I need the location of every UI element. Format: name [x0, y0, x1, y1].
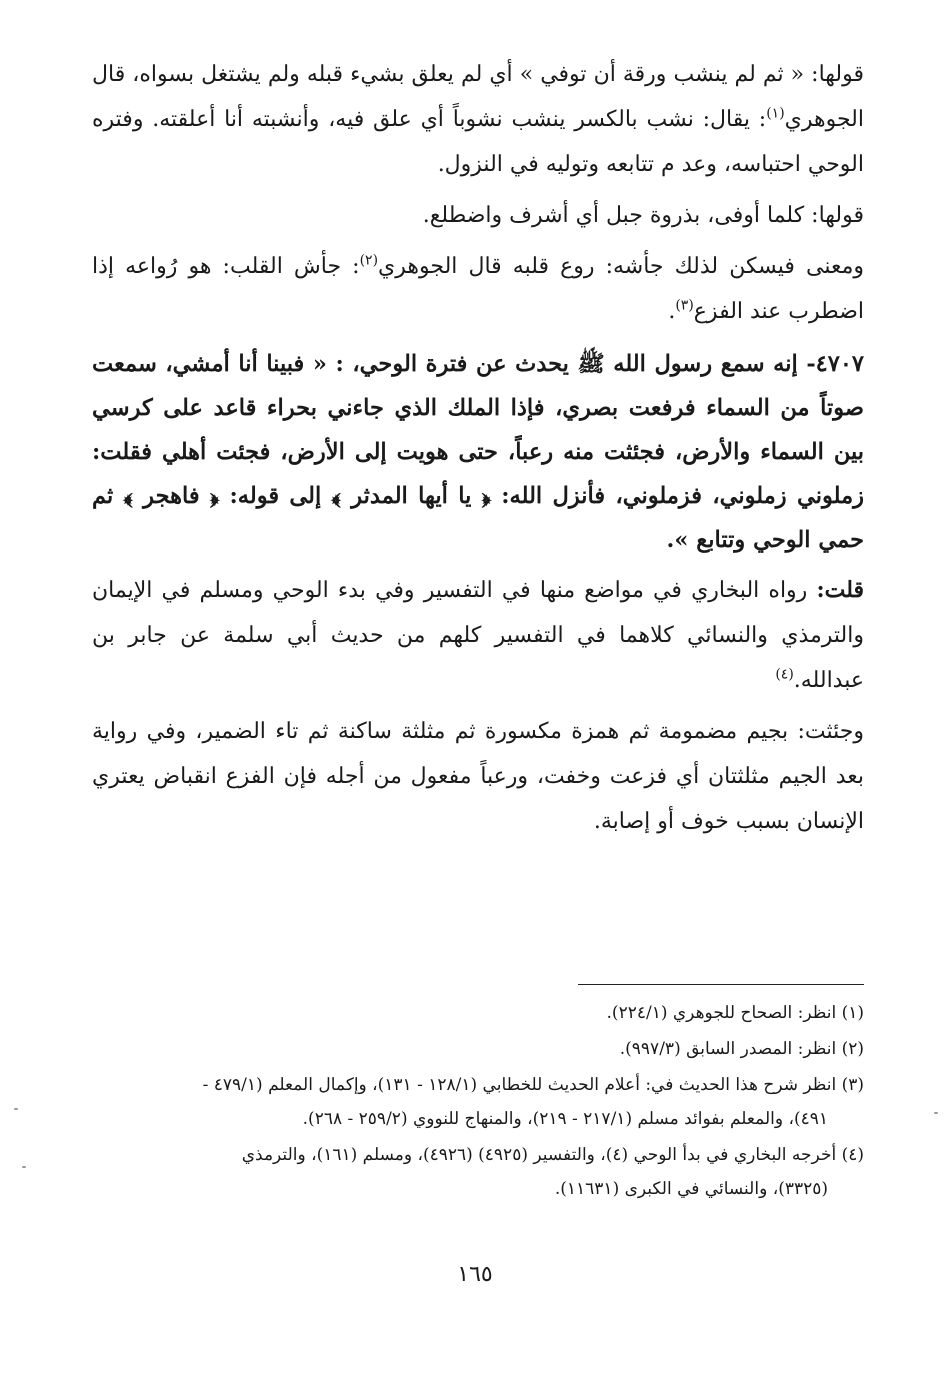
footnote-2: (٢) انظر: المصدر السابق (٩٩٧/٣).: [619, 1039, 864, 1059]
page-number: ١٦٥: [457, 1262, 493, 1287]
paragraph-2: قولها: كلما أوفى، بذروة جبل أي أشرف واضطلع.: [422, 203, 864, 228]
main-text: [92, 52, 864, 844]
scan-speck: [934, 1112, 938, 1114]
hadith-4707: ٤٧٠٧- إنه سمع رسول الله ﷺ يحدث عن فترة الوحي، : « فبينا أنا أمشي، سمعت صوتاً من السماء فرفعت بصري، فإذا الملك الذي جاءني بحراء قاعد على كرسي بين السماء والأرض، فجئثت منه رعباً، حتى هويت إلى الأرض، فجئت أهلي فقلت: زملوني زملوني، فزملوني، فأنزل الله: ﴿ يا أيها المدثر ﴾ إلى قوله: ﴿ فاهجر ﴾ ثم حمي الوحي وتتابع ».: [92, 351, 864, 553]
footnote-separator: [578, 984, 864, 985]
footnote-1: (١) انظر: الصحاح للجوهري (٢٢٤/١).: [606, 1003, 864, 1023]
qultu-label: قلت:: [816, 577, 864, 603]
paragraph-1: قولها: « ثم لم ينشب ورقة أن توفي » أي لم يعلق بشيء قبله ولم يشتغل بسواه، قال الجوهري$^{(١)}$: يقال: نشب بالكسر ينشب نشوباً أي علق فيه، وأنشبته أنا أعلقته. وفتره الوحي احتباسه، وعد م تتابعه وتوليه في النزول.: [92, 62, 864, 177]
footnote-4: (٤) أخرجه البخاري في بدأ الوحي (٤)، والتفسير (٤٩٢٥) (٤٩٢٦)، ومسلم (١٦١)، والترمذي (٣٣٢٥)، والنسائي في الكبرى (١١٦٣١).: [241, 1145, 864, 1199]
footnote-ref-1[interactable]: (١): [766, 105, 785, 122]
paragraph-3: ومعنى فيسكن لذلك جأشه: روع قلبه قال الجوهري$^{(٢)}$: جأش القلب: هو رُواعه إذا اضطرب عند الفزع$^{(٣)}$.: [92, 252, 864, 324]
footnote-ref-4[interactable]: (٤): [775, 666, 794, 683]
footnote-ref-2[interactable]: (٢): [359, 252, 379, 269]
scan-speck: [22, 1166, 26, 1168]
paragraph-takhrij: قلت: رواه البخاري في مواضع منها في التفسير وفي بدء الوحي ومسلم في الإيمان والترمذي والنسائي كلاهما في التفسير كلهم من حديث أبي سلمة عن جابر بن عبدالله.$^{(٤)}$: [92, 577, 864, 693]
scan-speck: [14, 1108, 18, 1110]
footnote-ref-3[interactable]: (٣): [675, 297, 694, 314]
footnotes: [92, 996, 864, 1208]
footnote-3: (٣) انظر شرح هذا الحديث في: أعلام الحديث للخطابي (١٢٨/١ - ١٣١)، وإكمال المعلم (٤٧٩/١ - ٤٩١)، والمعلم بفوائد مسلم (٢١٧/١ - ٢١٩)، والمنهاج للنووي (٢٥٩/٢ - ٢٦٨).: [202, 1075, 864, 1129]
paragraph-gloss: وجئثت: بجيم مضمومة ثم همزة مكسورة ثم مثلثة ساكنة ثم تاء الضمير، وفي رواية بعد الجيم مثلثتان أي فزعت وخفت، ورعباً مفعول من أجله فإن الفزع انقباض يعتري الإنسان بسبب خوف أو إصابة.: [92, 719, 864, 834]
